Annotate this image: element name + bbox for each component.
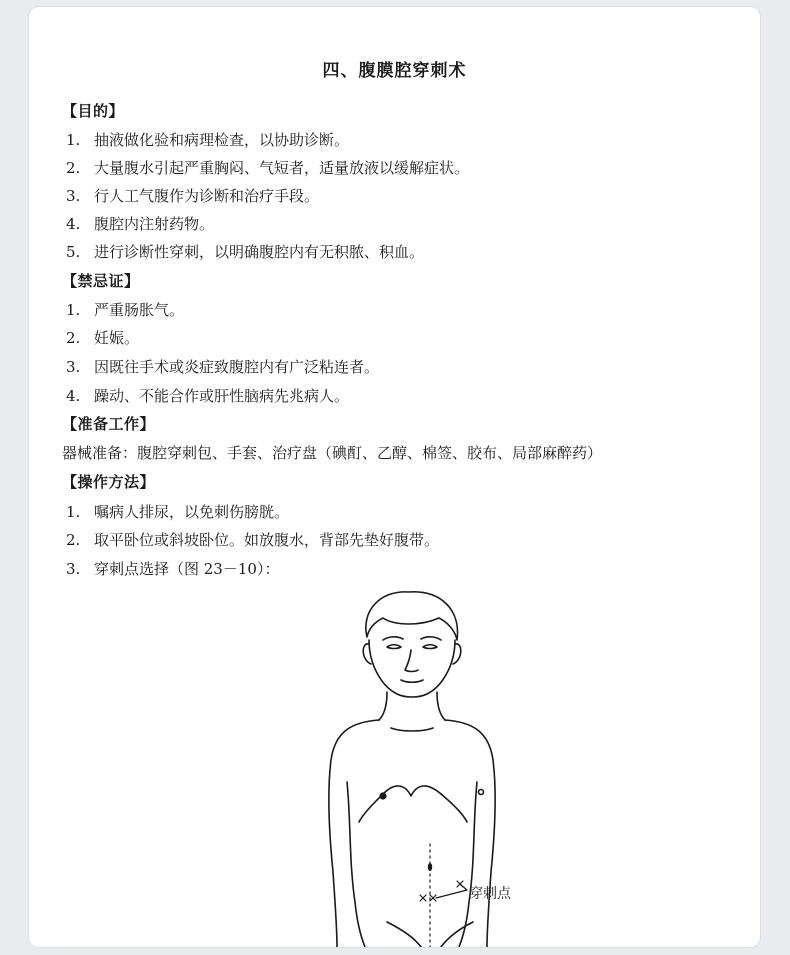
purpose-item-1 [66, 129, 349, 150]
item-text: 躁动、不能合作或肝性脑病先兆病人。 [94, 387, 350, 405]
contraindication-item-1 [66, 299, 184, 320]
head-outline [366, 592, 458, 640]
item-number: 2. [66, 531, 81, 549]
item-text: 抽液做化验和病理检查，以协助诊断。 [94, 131, 350, 149]
item-number: 3. [66, 187, 81, 205]
item-number: 2. [66, 159, 81, 177]
item-text: 大量腹水引起严重胸闷、气短者，适量放液以缓解症状。 [94, 159, 470, 177]
right-nipple [479, 790, 484, 795]
purpose-item-2 [66, 157, 469, 178]
figure-label: 穿刺点 [469, 886, 511, 902]
item-number: 1. [66, 301, 81, 319]
neck-right [437, 692, 445, 720]
item-text: 妊娠。 [94, 329, 140, 347]
heading-contraindications: 【禁忌证】 [62, 272, 140, 290]
item-number: 1. [66, 131, 81, 149]
leader-line-lower [436, 890, 467, 898]
item-number: 5. [66, 243, 81, 261]
contraindication-item-2 [66, 327, 139, 348]
right-rib-line [441, 794, 467, 822]
item-text: 因既往手术或炎症致腹腔内有广泛粘连者。 [94, 358, 380, 376]
heading-preparation: 【准备工作】 [62, 415, 156, 433]
right-groin-line [441, 922, 473, 947]
item-text: 严重肠胀气。 [94, 301, 185, 319]
left-eyebrow [383, 637, 403, 640]
item-text: 取平卧位或斜坡卧位。如放腹水，背部先垫好腹带。 [94, 531, 440, 549]
left-nipple [380, 793, 386, 799]
left-rib-line [359, 794, 383, 822]
right-torso-side [459, 782, 477, 947]
contraindication-item-3 [66, 356, 379, 377]
right-eyebrow [421, 637, 441, 640]
item-number: 2. [66, 329, 81, 347]
item-number: 3. [66, 358, 81, 376]
preparation-text: 器械准备：腹腔穿刺包、手套、治疗盘（碘酊、乙醇、棉签、胶布、局部麻醉药） [62, 444, 603, 462]
face-outline [369, 640, 455, 697]
collarbone [391, 728, 433, 731]
page-title: 四、腹膜腔穿刺术 [322, 61, 467, 81]
procedure-item-1 [66, 501, 289, 522]
right-shoulder [445, 720, 495, 947]
left-torso-side [347, 782, 365, 947]
neck-left [379, 692, 387, 720]
item-text: 进行诊断性穿刺，以明确腹腔内有无积脓、积血。 [94, 243, 425, 261]
nose [405, 650, 418, 672]
puncture-marker-left-2 [430, 895, 436, 901]
mouth [401, 680, 423, 682]
document-page [29, 7, 760, 947]
heading-procedure: 【操作方法】 [62, 473, 156, 491]
left-groin-line [387, 922, 421, 947]
contraindication-item-4 [66, 385, 349, 406]
procedure-item-3 [66, 558, 279, 579]
left-shoulder [329, 720, 379, 947]
item-text: 行人工气腹作为诊断和治疗手段。 [94, 187, 320, 205]
item-number: 1. [66, 503, 81, 521]
item-number: 4. [66, 387, 81, 405]
purpose-item-3 [66, 185, 319, 206]
purpose-item-4 [66, 213, 214, 234]
item-number: 3. [66, 560, 81, 578]
item-text: 嘱病人排尿，以免刺伤膀胱。 [94, 503, 290, 521]
item-number: 4. [66, 215, 81, 233]
heading-purpose: 【目的】 [62, 102, 125, 120]
right-eye [423, 645, 437, 649]
left-eye [387, 645, 401, 649]
item-text: 穿刺点选择（图 23－10）： [94, 560, 280, 578]
chest-line [383, 786, 441, 796]
puncture-marker-left-1 [420, 895, 426, 901]
purpose-item-5 [66, 241, 424, 262]
procedure-item-2 [66, 529, 439, 550]
leader-line-upper [460, 884, 467, 890]
item-text: 腹腔内注射药物。 [94, 215, 215, 233]
